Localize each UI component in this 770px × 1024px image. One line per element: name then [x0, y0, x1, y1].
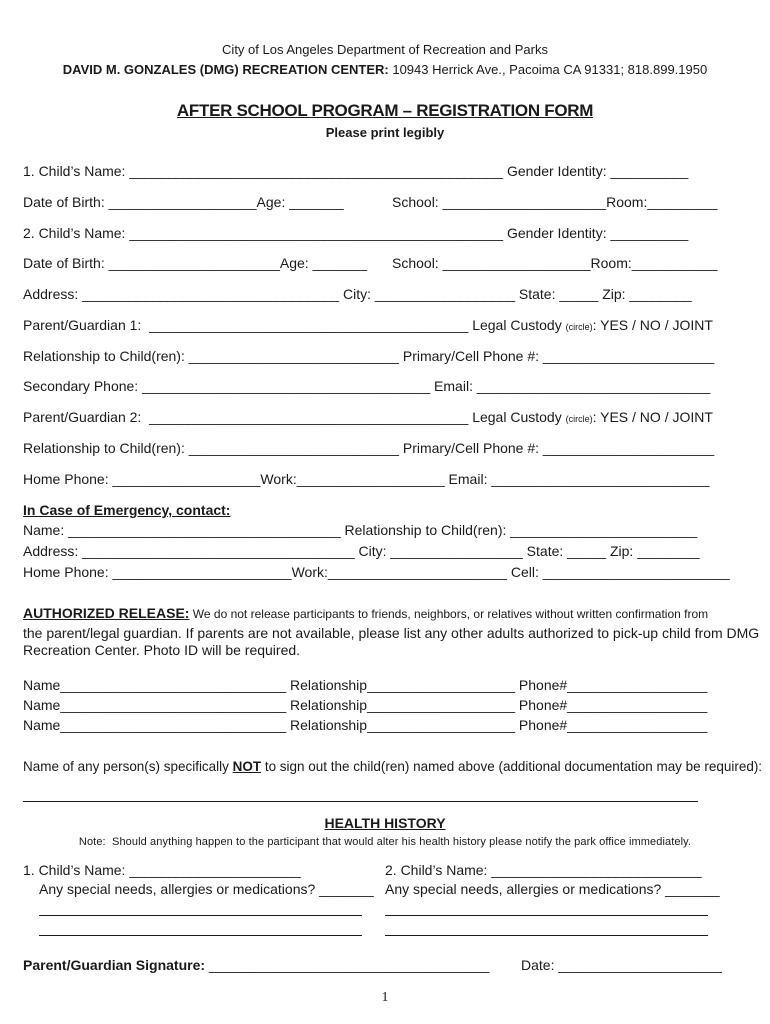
not-authorized-input-line[interactable] [23, 801, 698, 802]
child2-name-field[interactable]: 2. Child’s Name: ________________________________________________ Gender Identity: __________ [23, 225, 689, 241]
child1-name-field[interactable]: 1. Child’s Name: ________________________________________________ Gender Identity: __________ [23, 163, 689, 179]
authorized-person-row[interactable]: Name_____________________________ Relationship___________________ Phone#__________________ [23, 717, 708, 733]
authorized-text-1 [23, 605, 708, 621]
authorized-heading: AUTHORIZED RELEASE: [23, 605, 190, 621]
health-child1-line[interactable] [39, 935, 362, 936]
emergency-name-field[interactable]: Name: ___________________________________ Relationship to Child(ren): ________________________ [23, 522, 698, 538]
health-child2-line[interactable] [385, 935, 708, 936]
authorized-person-row[interactable]: Name_____________________________ Relationship___________________ Phone#__________________ [23, 677, 708, 693]
health-child2-line[interactable] [385, 915, 708, 916]
not-text-a: Name of any person(s) specifically [23, 758, 233, 774]
authorized-text-3: Recreation Center. Photo ID will be required. [23, 642, 301, 658]
guardian1-secondary-field[interactable]: Secondary Phone: _____________________________________ Email: ______________________________ [23, 378, 711, 394]
health-child1-name-field[interactable]: 1. Child’s Name: ______________________ [23, 862, 301, 878]
health-child1-needs-field[interactable]: Any special needs, allergies or medications? _______ [39, 881, 374, 897]
agency-line: City of Los Angeles Department of Recreation and Parks [222, 42, 548, 57]
not-word: NOT [232, 758, 262, 774]
guardian1-custody-options[interactable]: : YES / NO / JOINT [592, 317, 713, 333]
guardian1-name: Parent/Guardian 1: _________________________________________ Legal Custody [23, 317, 566, 333]
not-authorized-text [23, 758, 762, 774]
child1-dob-field[interactable]: Date of Birth: ___________________Age: _______ [23, 194, 344, 210]
authorized-text-2: the parent/legal guardian. If parents are not available, please list any other adults authorized to pick-up child from DMG [23, 625, 760, 641]
health-child2-name-field[interactable]: 2. Child’s Name: ___________________________ [385, 862, 702, 878]
health-child2-needs-field[interactable]: Any special needs, allergies or medications? _______ [385, 881, 720, 897]
center-address: 10943 Herrick Ave., Pacoima CA 91331; 818.899.1950 [388, 62, 708, 77]
not-text-b: to sign out the child(ren) named above (additional documentation may be required): [261, 758, 763, 774]
signature-line[interactable]: ____________________________________ [205, 957, 490, 973]
authorized-text-1-body: We do not release participants to friends, neighbors, or relatives without written confirmation from [189, 607, 709, 621]
signature-field[interactable] [23, 957, 489, 973]
form-title: AFTER SCHOOL PROGRAM – REGISTRATION FORM [176, 101, 594, 120]
authorized-person-row[interactable]: Name_____________________________ Relationship___________________ Phone#__________________ [23, 697, 708, 713]
health-heading: HEALTH HISTORY [324, 815, 446, 831]
emergency-phone-field[interactable]: Home Phone: _______________________Work:_______________________ Cell: ________________________ [23, 564, 730, 580]
guardian1-field[interactable] [23, 317, 713, 333]
center-line [0, 62, 770, 77]
guardian2-field[interactable] [23, 409, 713, 425]
page-number: 1 [381, 990, 389, 1005]
child2-dob-field[interactable]: Date of Birth: ______________________Age: _______ [23, 255, 368, 271]
guardian1-circle-note: (circle) [565, 322, 593, 332]
guardian2-name: Parent/Guardian 2: _________________________________________ Legal Custody [23, 409, 566, 425]
child1-school-field[interactable]: School: _____________________Room:_________ [392, 194, 718, 210]
guardian2-home-field[interactable]: Home Phone: ___________________Work:___________________ Email: ____________________________ [23, 471, 710, 487]
date-field[interactable]: Date: _____________________ [521, 957, 722, 973]
guardian2-custody-options[interactable]: : YES / NO / JOINT [592, 409, 713, 425]
signature-label: Parent/Guardian Signature: [23, 957, 206, 973]
guardian2-circle-note: (circle) [565, 414, 593, 424]
emergency-heading: In Case of Emergency, contact: [23, 502, 231, 518]
child2-school-field[interactable]: School: ___________________Room:___________ [392, 255, 718, 271]
form-subtitle: Please print legibly [325, 125, 445, 140]
health-child1-line[interactable] [39, 915, 362, 916]
emergency-address-field[interactable]: Address: ___________________________________ City: _________________ State: _____ Zip: ________ [23, 543, 700, 559]
health-note: Note: Should anything happen to the participant that would alter his health history please notify the park office immediately. [78, 836, 692, 848]
address-field[interactable]: Address: _________________________________ City: __________________ State: _____ Zip: ________ [23, 286, 692, 302]
guardian1-relationship-field[interactable]: Relationship to Child(ren): ___________________________ Primary/Cell Phone #: ______________________ [23, 348, 715, 364]
guardian2-relationship-field[interactable]: Relationship to Child(ren): ___________________________ Primary/Cell Phone #: ______________________ [23, 440, 715, 456]
center-name: DAVID M. GONZALES (DMG) RECREATION CENTER: [62, 62, 389, 77]
